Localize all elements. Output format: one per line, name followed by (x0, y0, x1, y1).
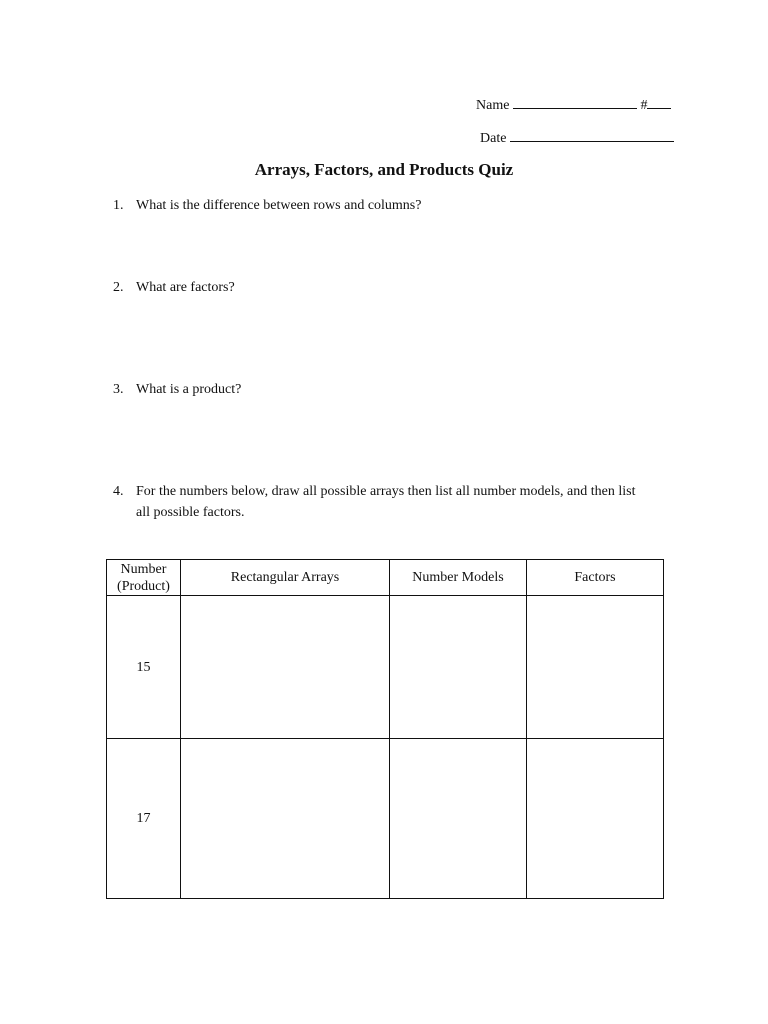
question-text: For the numbers below, draw all possible arrays then list all number models, and then list (136, 484, 636, 499)
question-text: What is the difference between rows and columns? (136, 198, 422, 213)
table-header-row (107, 560, 664, 596)
date-blank[interactable] (510, 127, 674, 142)
header-models: Number Models (390, 560, 527, 596)
row-number: 15 (107, 596, 181, 739)
header-factors: Factors (527, 560, 664, 596)
date-label: Date (480, 131, 507, 146)
arrays-table (106, 559, 664, 899)
question-number: 3. (113, 382, 124, 397)
question-4 (113, 484, 636, 500)
question-3 (113, 382, 241, 398)
question-number: 4. (113, 484, 124, 499)
question-1 (113, 198, 421, 214)
question-number: 1. (113, 198, 124, 213)
name-label: Name (476, 98, 510, 113)
question-text: What is a product? (136, 382, 242, 397)
table-row (107, 739, 664, 899)
header-number-line2: (Product) (117, 578, 170, 594)
number-blank[interactable] (647, 94, 671, 109)
arrays-cell[interactable] (181, 739, 390, 899)
models-cell[interactable] (390, 739, 527, 899)
header-number-line1: Number (120, 561, 167, 577)
factors-cell[interactable] (527, 739, 664, 899)
question-2 (113, 280, 235, 296)
table-row (107, 596, 664, 739)
row-number: 17 (107, 739, 181, 899)
question-text: What are factors? (136, 280, 235, 295)
name-blank[interactable] (513, 94, 637, 109)
arrays-cell[interactable] (181, 596, 390, 739)
name-field[interactable] (476, 94, 671, 114)
quiz-title: Arrays, Factors, and Products Quiz (254, 160, 514, 179)
factors-cell[interactable] (527, 596, 664, 739)
models-cell[interactable] (390, 596, 527, 739)
date-field[interactable] (480, 127, 674, 147)
question-number: 2. (113, 280, 124, 295)
header-number (107, 560, 181, 596)
number-label: # (640, 98, 648, 113)
header-arrays: Rectangular Arrays (181, 560, 390, 596)
question-4-continuation: all possible factors. (136, 505, 245, 520)
